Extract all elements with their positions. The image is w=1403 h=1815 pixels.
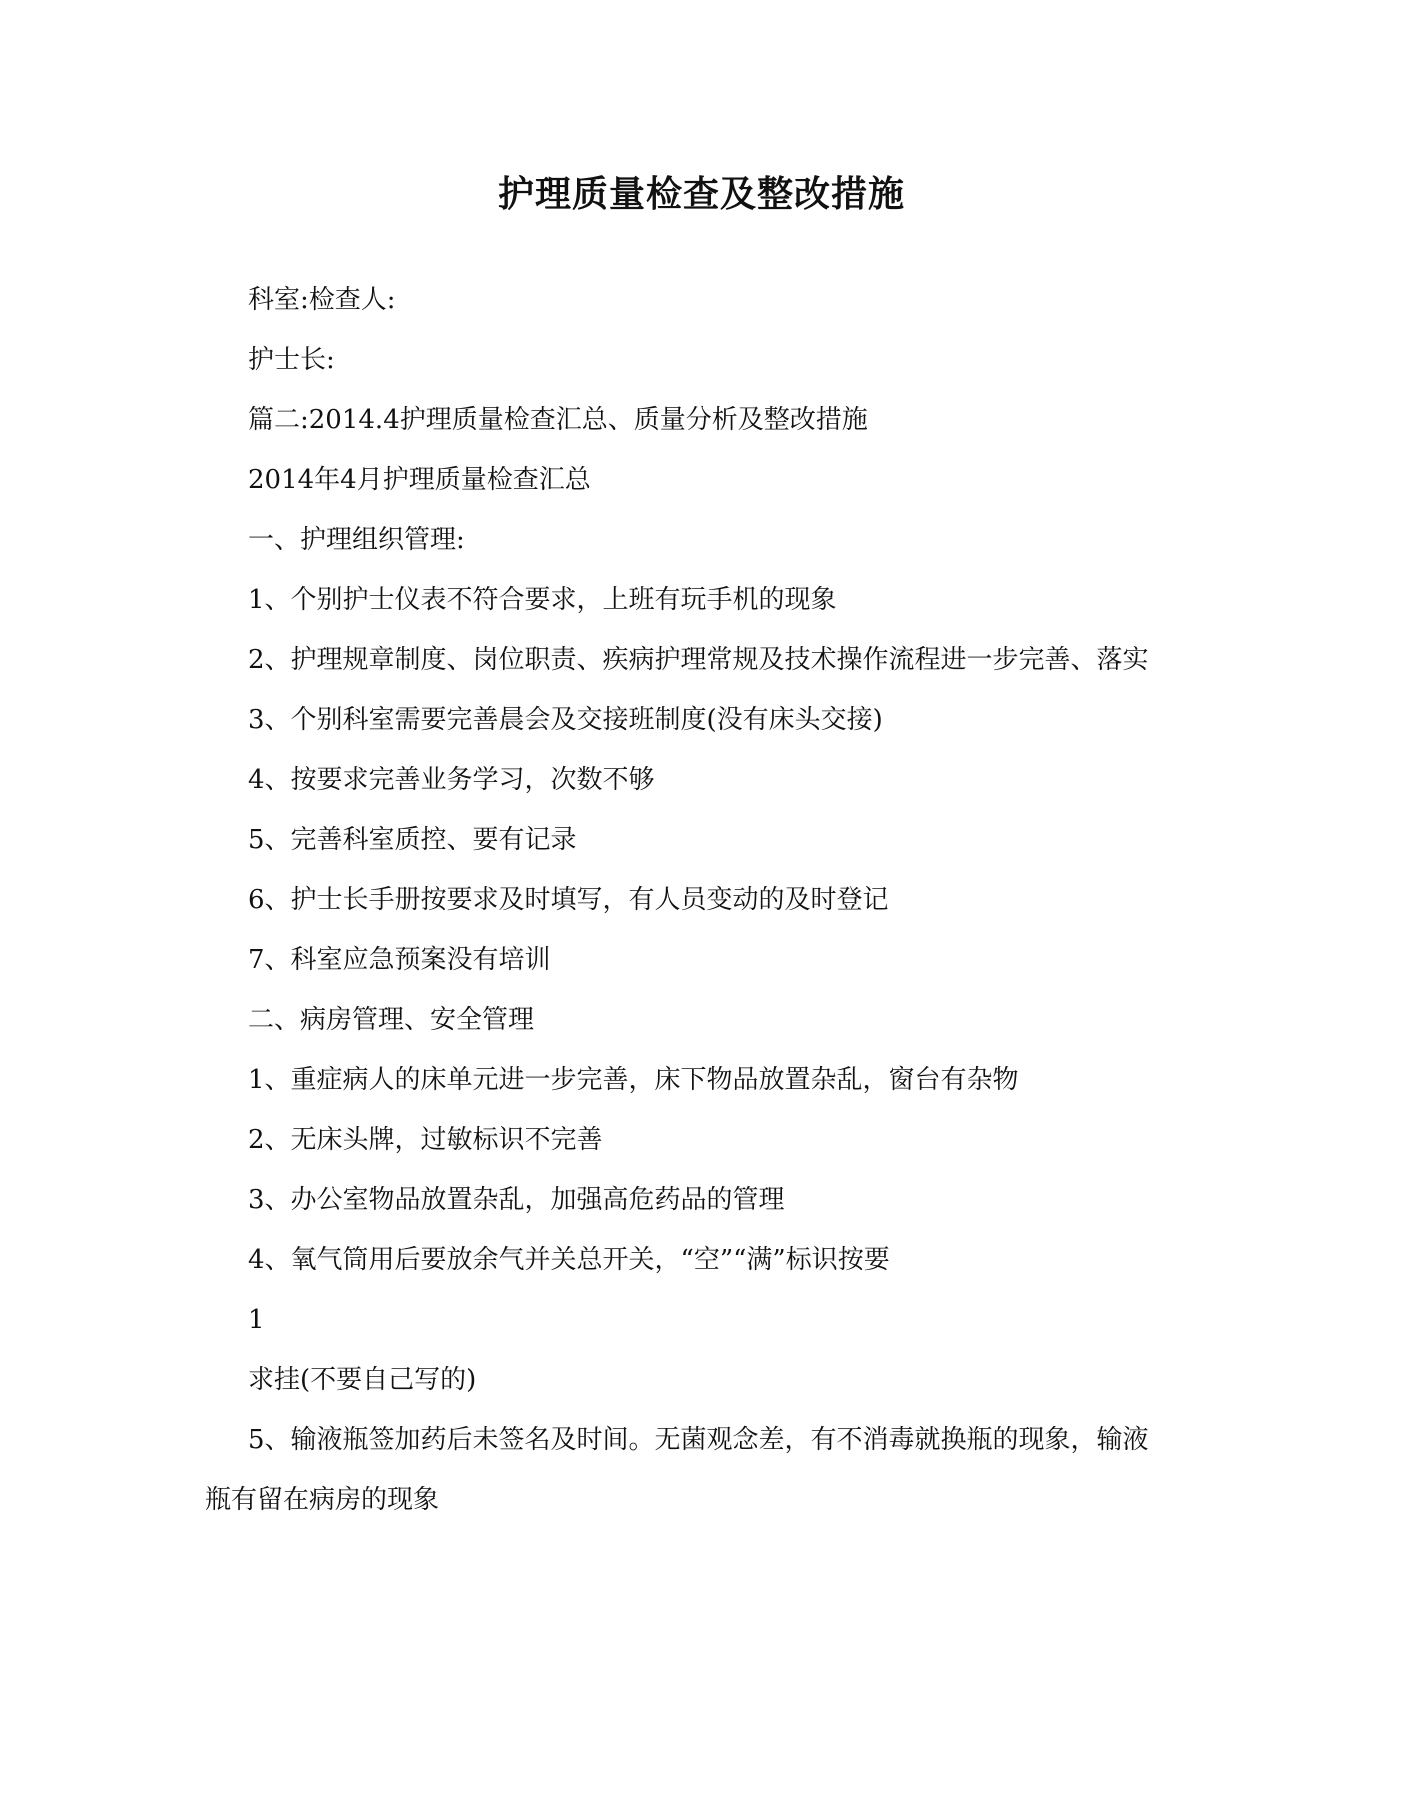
list-item: 6、护士长手册按要求及时填写，有人员变动的及时登记 xyxy=(248,885,889,915)
paragraph-summary-heading: 2014年4月护理质量检查汇总 xyxy=(248,465,591,495)
list-item-continuation: 求挂(不要自己写的) xyxy=(248,1365,477,1395)
page-number: 1 xyxy=(248,1305,265,1335)
list-item: 4、氧气筒用后要放余气并关总开关，“空”“满”标识按要 xyxy=(248,1245,890,1275)
section-heading-ward-safety: 二、病房管理、安全管理 xyxy=(248,1005,535,1035)
document-body xyxy=(205,270,1165,1530)
list-item: 7、科室应急预案没有培训 xyxy=(248,945,551,975)
paragraph-part-two-heading: 篇二:2014.4护理质量检查汇总、质量分析及整改措施 xyxy=(248,405,868,435)
list-item: 3、办公室物品放置杂乱，加强高危药品的管理 xyxy=(248,1185,785,1215)
list-item: 4、按要求完善业务学习，次数不够 xyxy=(248,765,655,795)
list-item: 2、护理规章制度、岗位职责、疾病护理常规及技术操作流程进一步完善、落实 xyxy=(248,645,1149,675)
paragraph-head-nurse: 护士长: xyxy=(248,345,335,375)
list-item: 1、重症病人的床单元进一步完善，床下物品放置杂乱，窗台有杂物 xyxy=(248,1065,1019,1095)
document-title: 护理质量检查及整改措施 xyxy=(497,173,905,215)
list-item: 1、个别护士仪表不符合要求，上班有玩手机的现象 xyxy=(248,585,837,615)
section-heading-organization: 一、护理组织管理: xyxy=(248,525,465,555)
paragraph-department-inspector: 科室:检查人: xyxy=(248,285,396,315)
list-item: 2、无床头牌，过敏标识不完善 xyxy=(248,1125,603,1155)
list-item: 5、完善科室质控、要有记录 xyxy=(248,825,577,855)
list-item: 3、个别科室需要完善晨会及交接班制度(没有床头交接) xyxy=(248,705,883,735)
list-item: 5、输液瓶签加药后未签名及时间。无菌观念差，有不消毒就换瓶的现象，输液瓶有留在病房的现象 xyxy=(205,1425,1149,1515)
